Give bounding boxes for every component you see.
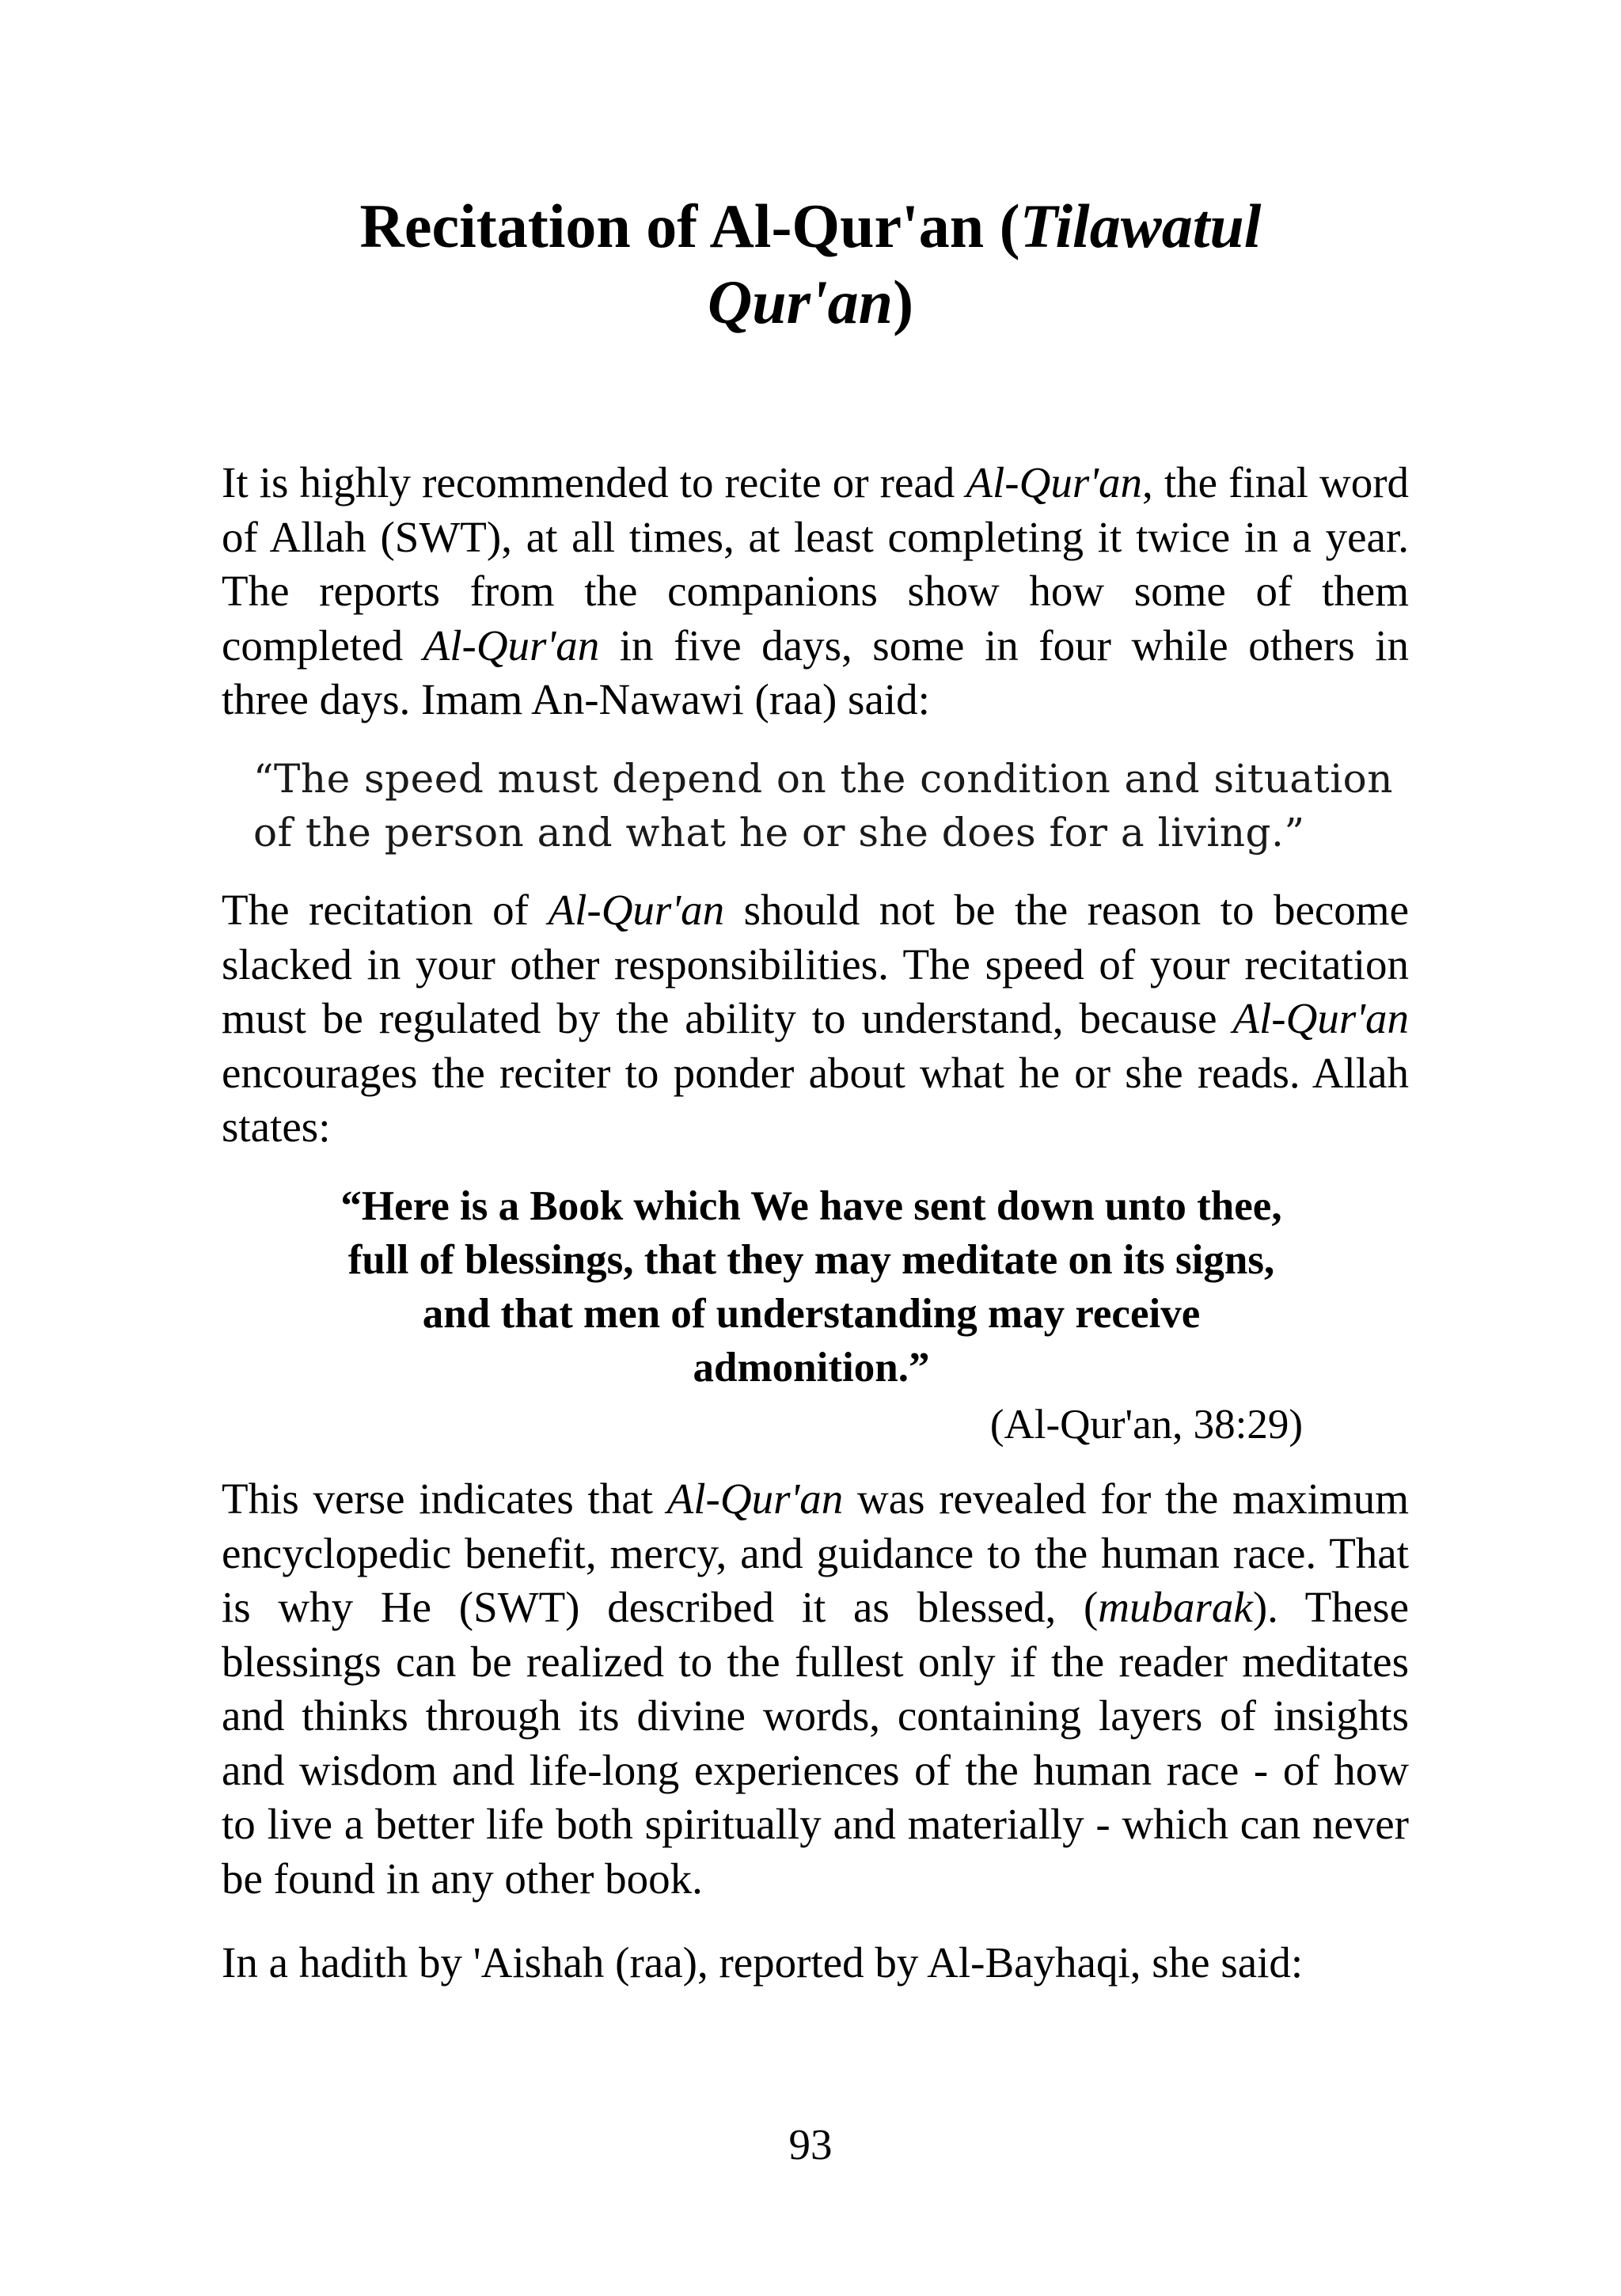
paragraph-hadith-intro: In a hadith by 'Aishah (raa), reported by Al-Bayhaqi, she said: [222, 1938, 1304, 1987]
quran-verse-quote: “Here is a Book which We have sent down unto thee, full of blessings, that they may meditate on its signs, and that men of understanding may receive admonition.” [340, 1183, 1282, 1391]
page-number: 93 [788, 2120, 833, 2169]
page-title: Recitation of Al-Qur'an (Tilawatul Qur'an) [359, 192, 1262, 336]
quote-imam-nawawi: “The speed must depend on the condition and situation of the person and what he or she does for a living.” [253, 756, 1393, 856]
verse-reference: (Al-Qur'an, 38:29) [989, 1402, 1303, 1448]
paragraph-recitation-speed: The recitation of Al-Qur'an should not be the reason to become slacked in your other responsibilities. The speed of your recitation must be regulated by the ability to understand, because Al-Qur'an encourages the reciter to ponder about what he or she reads. Allah states: [222, 886, 1409, 1151]
paragraph-intro: It is highly recommended to recite or read Al-Qur'an, the final word of Allah (SWT), at all times, at least completing it twice in a year. The reports from the companions show how some of them completed Al-Qur'an in five days, some in four while others in three days. Imam An-Nawawi (raa) said: [222, 458, 1410, 723]
paragraph-verse-explanation: This verse indicates that Al-Qur'an was revealed for the maximum encyclopedic benefit, mercy, and guidance to the human race. That is why He (SWT) described it as blessed, (mubarak). These blessings can be realized to the fullest only if the reader meditates and thinks through its divine words, containing layers of insights and wisdom and life-long experiences of the human race - of how to live a better life both spiritually and materially - which can never be found in any other book. [222, 1474, 1409, 1903]
